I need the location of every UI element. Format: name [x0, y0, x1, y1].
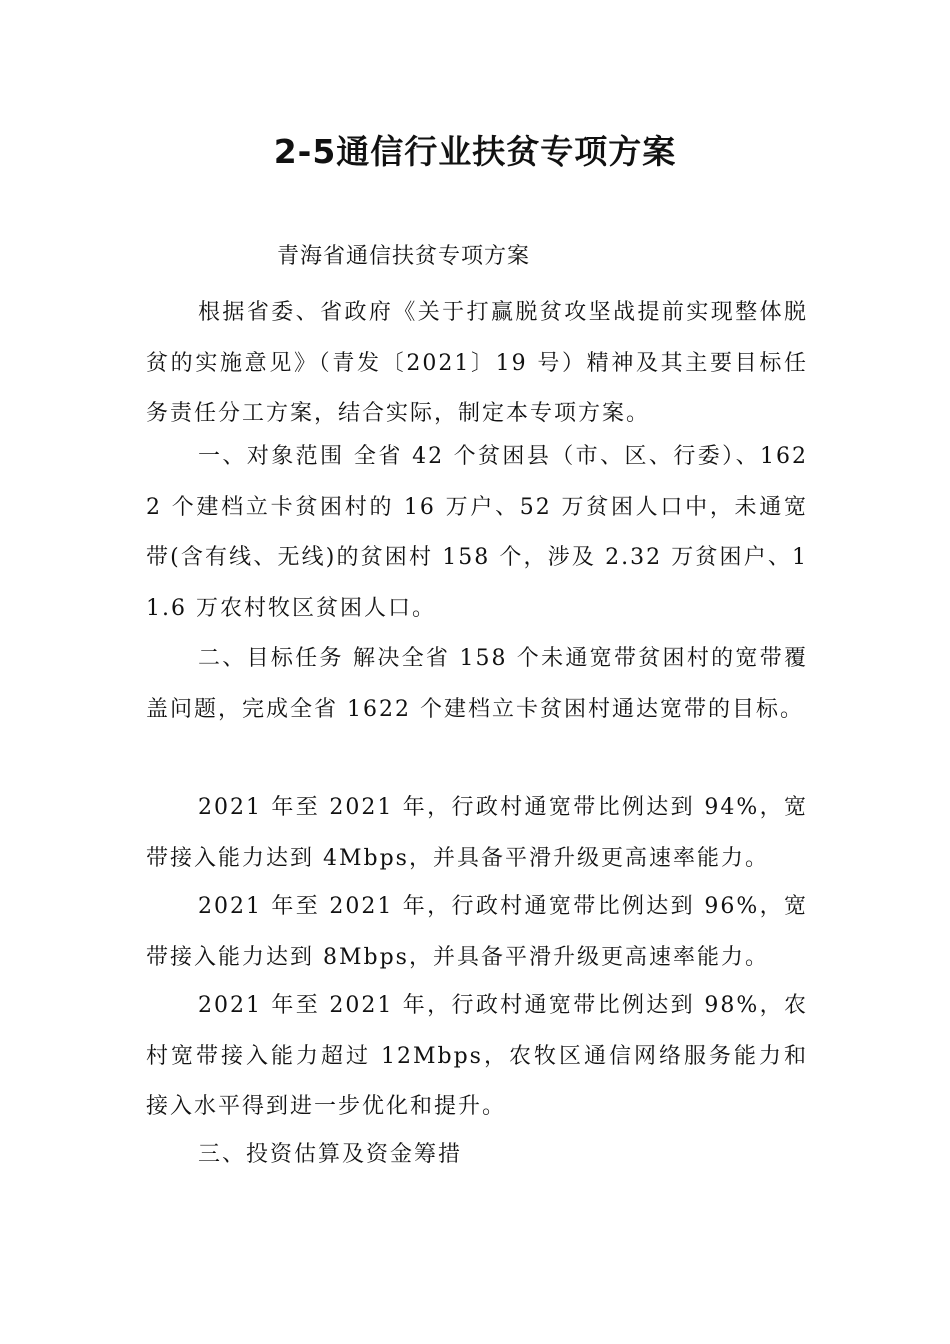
paragraph-target-96: 2021 年至 2021 年，行政村通宽带比例达到 96%，宽带接入能力达到 8Mbps，并具备平滑升级更高速率能力。: [146, 894, 808, 970]
paragraph-goals: 二、目标任务 解决全省 158 个未通宽带贫困村的宽带覆盖问题，完成全省 1622 个建档立卡贫困村通达宽带的目标。: [146, 646, 808, 722]
paragraph-target-94: 2021 年至 2021 年，行政村通宽带比例达到 94%，宽带接入能力达到 4Mbps，并具备平滑升级更高速率能力。: [146, 795, 808, 871]
paragraph-target-98: 2021 年至 2021 年，行政村通宽带比例达到 98%，农村宽带接入能力超过 12Mbps，农牧区通信网络服务能力和接入水平得到进一步优化和提升。: [146, 993, 808, 1119]
document-subtitle: 青海省通信扶贫专项方案: [277, 244, 531, 269]
section-heading-investment: 三、投资估算及资金筹措: [198, 1142, 463, 1167]
paragraph-scope: 一、对象范围 全省 42 个贫困县（市、区、行委）、1622 个建档立卡贫困村的 16 万户、52 万贫困人口中，未通宽带(含有线、无线)的贫困村 158 个，涉及 2.32 万贫困户、11.6 万农村牧区贫困人口。: [146, 444, 808, 621]
paragraph-intro: 根据省委、省政府《关于打赢脱贫攻坚战提前实现整体脱贫的实施意见》（青发〔2021〕19 号）精神及其主要目标任务责任分工方案，结合实际，制定本专项方案。: [146, 300, 808, 426]
document-title: 2-5通信行业扶贫专项方案: [273, 132, 677, 171]
